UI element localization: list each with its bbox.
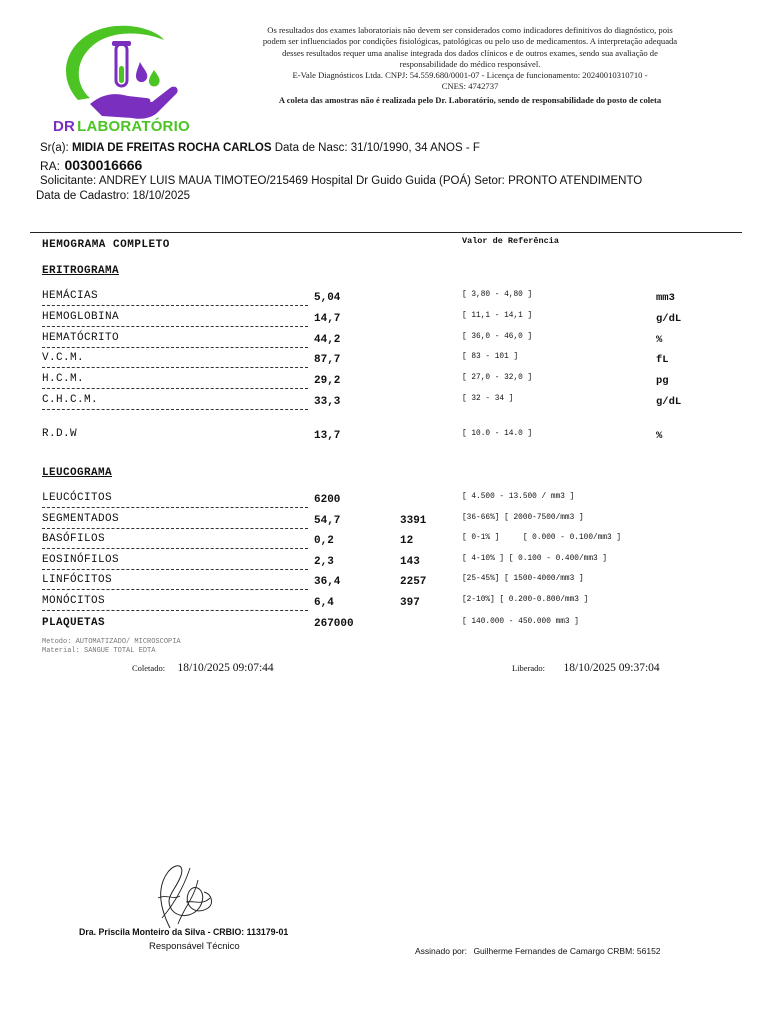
- ra-line: [40, 157, 142, 175]
- row-value: 2,3: [314, 556, 334, 568]
- disclaimer-line: responsabilidade do médico responsável.: [399, 58, 541, 69]
- row-label: MONÓCITOS: [42, 595, 106, 607]
- disclaimer-line: desses resultados requer uma analise integrada dos dados clínicos e de outros exames, sendo sua avaliação de: [282, 47, 658, 58]
- logo-laboratorio: LABORATÓRIO: [77, 118, 190, 135]
- cadastro-line: Data de Cadastro: 18/10/2025: [36, 190, 191, 202]
- header-disclaimer: [240, 25, 700, 106]
- row-value: 0,2: [314, 535, 334, 547]
- row-label: V.C.M.: [42, 352, 85, 364]
- row-reference: [ 83 - 101 ]: [462, 353, 519, 361]
- patient-prefix: Sr(a):: [40, 142, 69, 154]
- disclaimer-line: E-Vale Diagnósticos Ltda. CNPJ: 54.559.680/0001-07 - Licença de funcionamento: 20240010310710 -: [292, 70, 648, 81]
- birth-label: Data de Nasc:: [274, 142, 348, 154]
- row-divider: [42, 347, 308, 348]
- row-label: HEMÁCIAS: [42, 290, 99, 302]
- disclaimer-bold-line: A coleta das amostras não é realizada pelo Dr. Laboratório, sendo de responsabilidade do posto de coleta: [278, 94, 662, 105]
- row-divider: [42, 409, 308, 410]
- requester-line: Solicitante: ANDREY LUIS MAUA TIMOTEO/215469 Hospital Dr Guido Guida (POÁ) Setor: PRONTO ATENDIMENTO: [40, 175, 643, 187]
- handwritten-signature-icon: [150, 858, 220, 930]
- row-label: HEMOGLOBINA: [42, 311, 120, 323]
- row-reference: [ 10.0 - 14.0 ]: [462, 430, 533, 438]
- row-absolute: 143: [400, 556, 420, 568]
- signed-by-label: Assinado por:: [415, 946, 467, 956]
- coletado-label: Coletado:: [132, 663, 166, 673]
- row-divider: [42, 388, 308, 389]
- row-value: 6,4: [314, 597, 334, 609]
- row-value: 14,7: [314, 313, 341, 325]
- row-divider: [42, 367, 308, 368]
- row-reference: [ 11,1 - 14,1 ]: [462, 312, 533, 320]
- row-label: LEUCÓCITOS: [42, 492, 113, 504]
- row-label: BASÓFILOS: [42, 533, 106, 545]
- row-unit: %: [656, 430, 663, 442]
- row-value: 5,04: [314, 292, 341, 304]
- row-unit: pg: [656, 375, 669, 387]
- row-absolute: 12: [400, 535, 414, 547]
- row-label: C.H.C.M.: [42, 394, 99, 406]
- row-label: PLAQUETAS: [42, 617, 106, 629]
- row-reference: [ 140.000 - 450.000 mm3 ]: [462, 618, 579, 626]
- lab-logo: [50, 22, 210, 138]
- row-reference: [ 0-1% ] [ 0.000 - 0.100/mm3 ]: [462, 534, 622, 542]
- row-absolute: 3391: [400, 515, 427, 527]
- row-unit: g/dL: [656, 313, 682, 325]
- liberado-label: Liberado:: [512, 663, 546, 673]
- ra-value: 0030016666: [64, 157, 143, 173]
- patient-line: [40, 142, 480, 154]
- row-value: 44,2: [314, 334, 341, 346]
- row-value: 33,3: [314, 396, 341, 408]
- liberado: [512, 658, 660, 676]
- row-label: LINFÓCITOS: [42, 574, 113, 586]
- coletado: [132, 658, 274, 676]
- row-reference: [ 4.500 - 13.500 / mm3 ]: [462, 493, 575, 501]
- row-unit: %: [656, 334, 663, 346]
- row-label: HEMATÓCRITO: [42, 332, 120, 344]
- row-value: 29,2: [314, 375, 341, 387]
- row-label: R.D.W: [42, 428, 78, 440]
- row-unit: fL: [656, 354, 669, 366]
- exam-title: HEMOGRAMA COMPLETO: [42, 239, 170, 251]
- disclaimer-line: podem ser influenciados por condições fisiológicas, patológicas ou pelo uso de medicamentos. A interpretação adequada: [262, 36, 678, 47]
- row-reference: [ 27,0 - 32,0 ]: [462, 374, 533, 382]
- row-absolute: 2257: [400, 576, 427, 588]
- row-reference: [2-10%] [ 0.200-0.800/mm3 ]: [462, 596, 589, 604]
- patient-name: MIDIA DE FREITAS ROCHA CARLOS: [71, 142, 272, 154]
- row-divider: [42, 305, 308, 306]
- row-value: 87,7: [314, 354, 341, 366]
- signed-by-value: Guilherme Fernandes de Camargo CRBM: 56152: [473, 946, 661, 956]
- row-divider: [42, 610, 308, 611]
- section-eritrograma: ERITROGRAMA: [42, 265, 120, 277]
- row-divider: [42, 528, 308, 529]
- logo-wordmark: [53, 118, 190, 135]
- coletado-value: 18/10/2025 09:07:44: [177, 662, 274, 674]
- logo-emblem-icon: [50, 22, 210, 122]
- row-divider: [42, 507, 308, 508]
- row-value: 13,7: [314, 430, 341, 442]
- row-absolute: 397: [400, 597, 420, 609]
- row-label: H.C.M.: [42, 373, 85, 385]
- row-divider: [42, 548, 308, 549]
- disclaimer-line: CNES: 4742737: [441, 81, 499, 92]
- row-value: 267000: [314, 618, 354, 630]
- signer-role: Responsável Técnico: [149, 941, 240, 952]
- row-value: 54,7: [314, 515, 341, 527]
- disclaimer-line: Os resultados dos exames laboratoriais não devem ser considerados como indicadores definitivos do diagnóstico, pois: [267, 25, 673, 35]
- row-label: SEGMENTADOS: [42, 513, 120, 525]
- row-reference: [ 36,0 - 46,0 ]: [462, 333, 533, 341]
- row-value: 6200: [314, 494, 341, 506]
- ra-label: RA:: [40, 159, 61, 173]
- logo-dr: DR: [53, 118, 76, 135]
- material-text: Material: SANGUE TOTAL EDTA: [42, 647, 156, 655]
- row-value: 36,4: [314, 576, 341, 588]
- reference-header: Valor de Referência: [462, 236, 559, 246]
- row-divider: [42, 569, 308, 570]
- row-divider: [42, 589, 308, 590]
- row-reference: [ 3,80 - 4,80 ]: [462, 291, 533, 299]
- row-reference: [ 32 - 34 ]: [462, 395, 514, 403]
- row-unit: mm3: [656, 292, 675, 304]
- row-reference: [25-45%] [ 1500-4000/mm3 ]: [462, 575, 584, 583]
- signed-by: [415, 941, 661, 959]
- signer-name: Dra. Priscila Monteiro da Silva - CRBIO: 113179-01: [79, 927, 289, 937]
- liberado-value: 18/10/2025 09:37:04: [563, 662, 660, 674]
- row-label: EOSINÓFILOS: [42, 554, 120, 566]
- birth-value: 31/10/1990, 34 ANOS - F: [350, 142, 480, 154]
- header-divider: [30, 232, 742, 233]
- row-divider: [42, 326, 308, 327]
- row-reference: [36-66%] [ 2000-7500/mm3 ]: [462, 514, 584, 522]
- metodo-text: Metodo: AUTOMATIZADO/ MICROSCOPIA: [42, 638, 181, 646]
- row-reference: [ 4-10% ] [ 0.100 - 0.400/mm3 ]: [462, 555, 608, 563]
- section-leucograma: LEUCOGRAMA: [42, 467, 113, 479]
- row-unit: g/dL: [656, 396, 682, 408]
